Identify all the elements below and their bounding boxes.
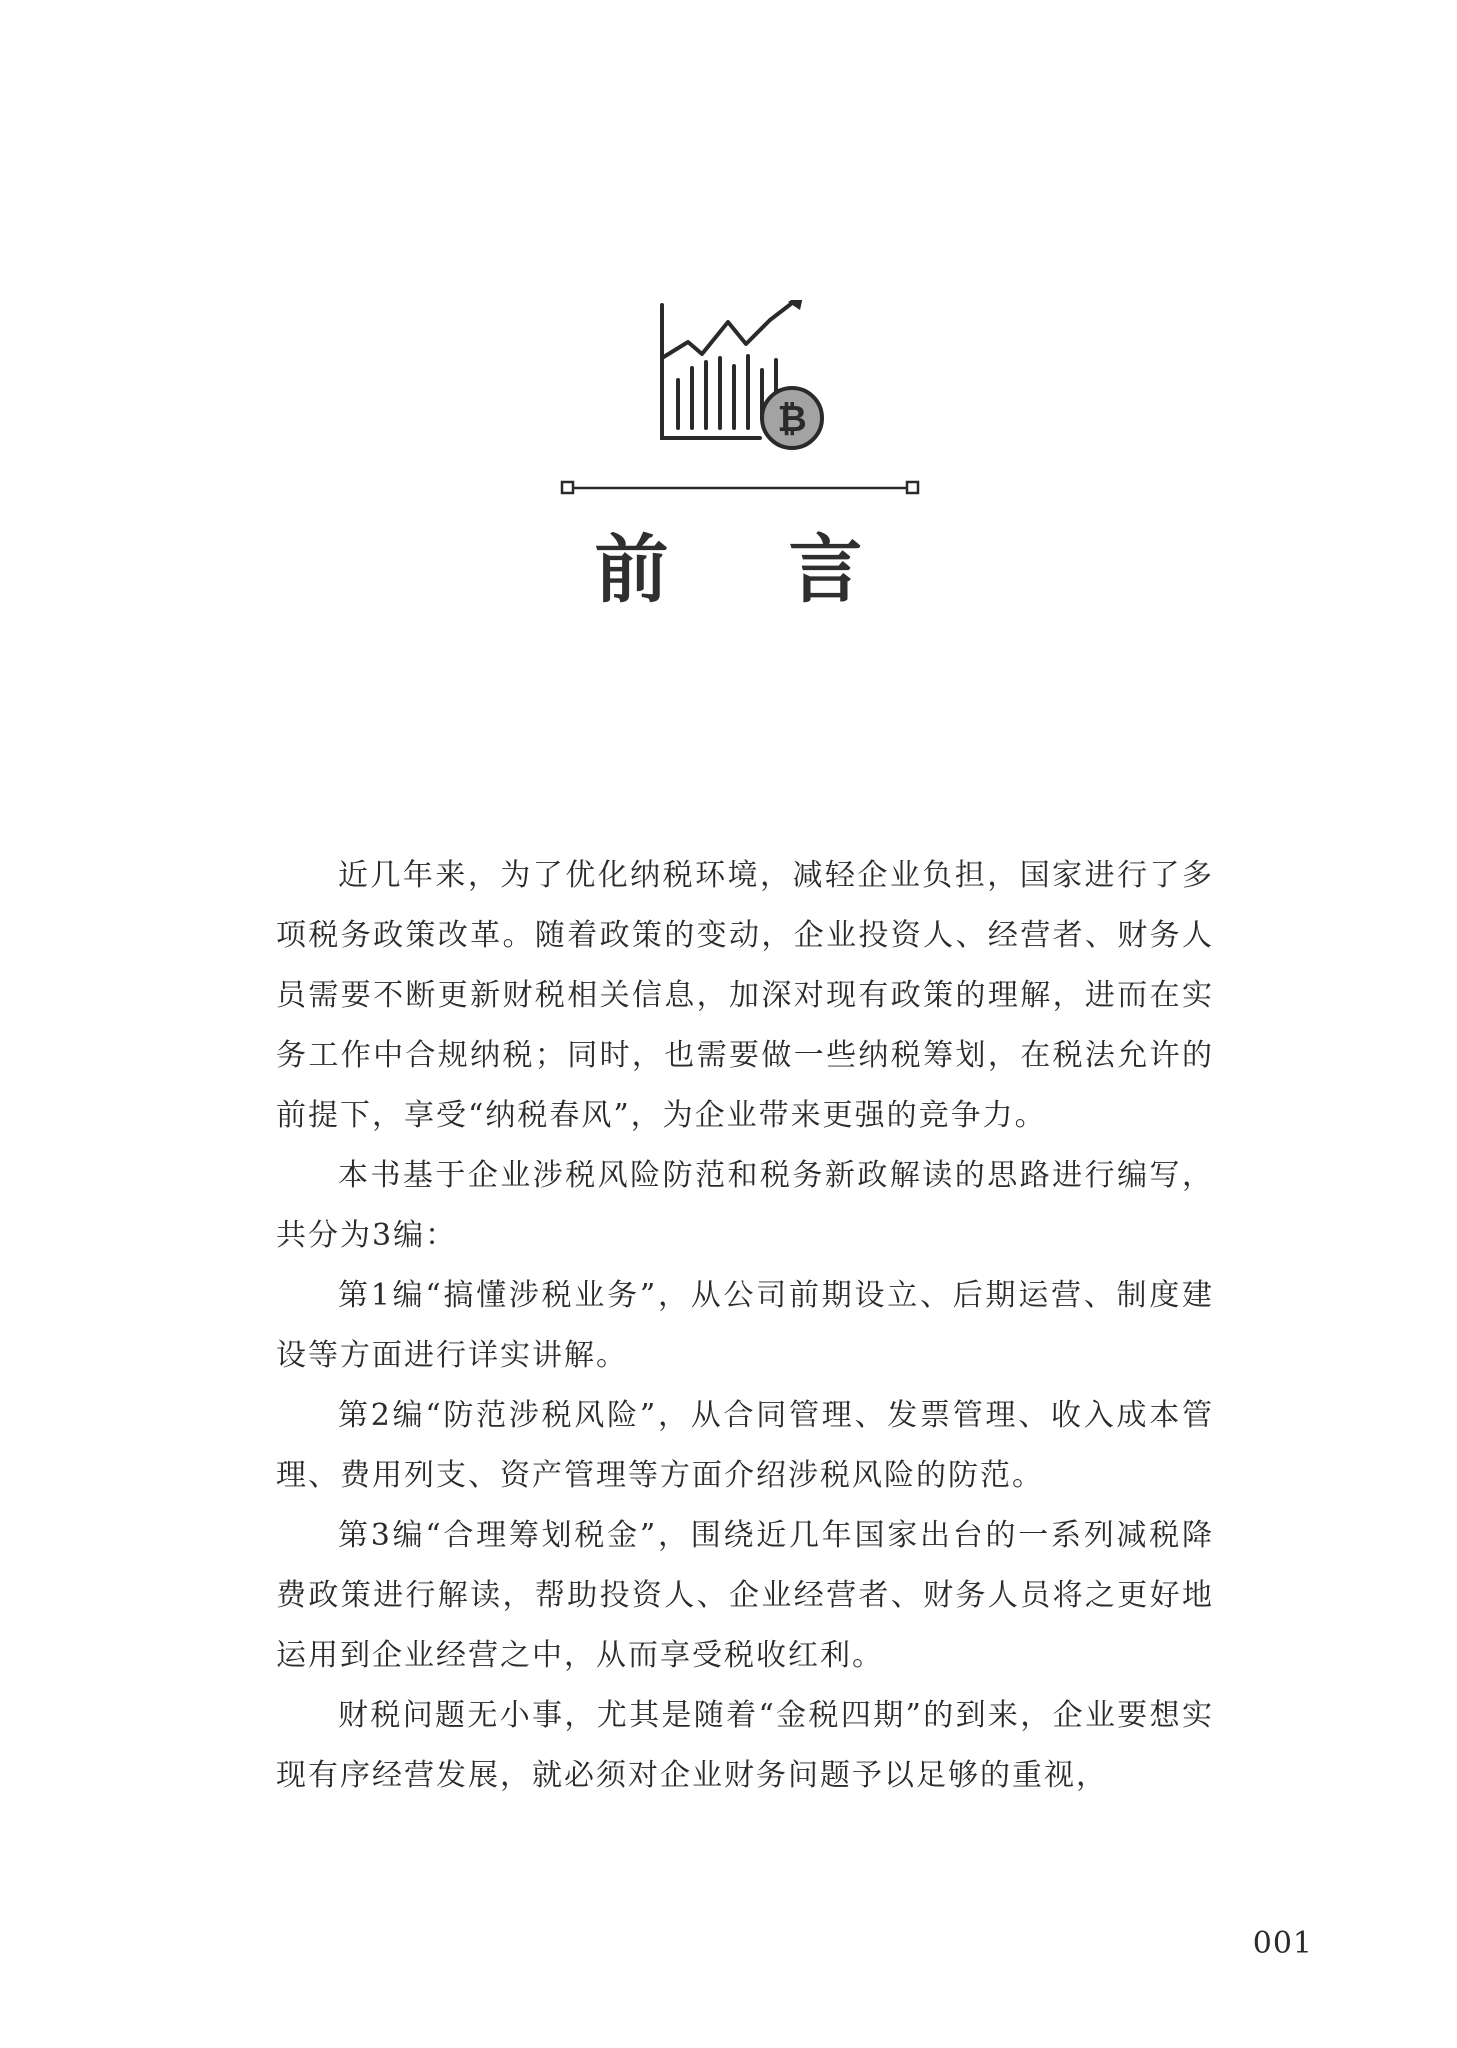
- paragraph: 第3编“合理筹划税金”，围绕近几年国家出台的一系列减税降费政策进行解读，帮助投资人、企业经营者、财务人员将之更好地运用到企业经营之中，从而享受税收红利。: [276, 1518, 1214, 1673]
- paragraph: 第1编“搞懂涉税业务”，从公司前期设立、后期运营、制度建设等方面进行详实讲解。: [276, 1278, 1214, 1373]
- page-title: 前言: [594, 527, 983, 613]
- paragraph: 第2编“防范涉税风险”，从合同管理、发票管理、收入成本管理、费用列支、资产管理等方面介绍涉税风险的防范。: [276, 1398, 1214, 1493]
- title-divider: [560, 480, 920, 496]
- page-number: 001: [1252, 1926, 1313, 1961]
- paragraph: 本书基于企业涉税风险防范和税务新政解读的思路进行编写，共分为3编：: [276, 1158, 1214, 1253]
- bitcoin-symbol: ₿: [777, 399, 807, 440]
- paragraph: 近几年来，为了优化纳税环境，减轻企业负担，国家进行了多项税务政策改革。随着政策的变动，企业投资人、经营者、财务人员需要不断更新财税相关信息，加深对现有政策的理解，进而在实务工作中合规纳税；同时，也需要做一些纳税筹划，在税法允许的前提下，享受“纳税春风”，为企业带来更强的竞争力。: [276, 858, 1214, 1133]
- growth-chart-bitcoin-icon: [650, 300, 830, 460]
- preface-body: [276, 846, 1214, 1806]
- paragraph: 财税问题无小事，尤其是随着“金税四期”的到来，企业要想实现有序经营发展，就必须对企业财务问题予以足够的重视，: [276, 1698, 1214, 1793]
